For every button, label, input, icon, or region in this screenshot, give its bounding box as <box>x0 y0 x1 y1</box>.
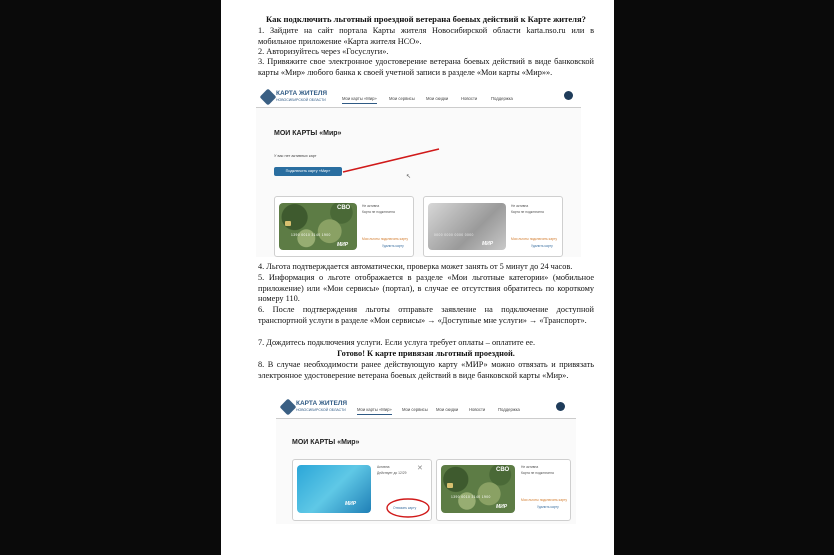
close-icon[interactable]: ✕ <box>417 465 423 472</box>
card-2b-delete-link[interactable]: Удалить карту <box>537 505 559 509</box>
portal-screenshot-unlink-card <box>276 396 576 524</box>
logo-subtitle: НОВОСИБИРСКОЙ ОБЛАСТИ <box>276 98 326 102</box>
card-2-mir-logo: МИР <box>482 241 494 247</box>
card-2b-image[interactable] <box>441 465 515 513</box>
nav-my-services-2[interactable]: Мои сервисы <box>402 407 428 412</box>
card-2b-number: 1390 0010 3140 1900 <box>451 495 491 499</box>
step-2-text: 2. Авторизуйтесь через «Госуслуги». <box>258 47 389 56</box>
step-4-text: 4. Льгота подтверждается автоматически, проверка может занять от 5 минут до 24 часов. <box>258 262 573 271</box>
active-card-image[interactable] <box>297 465 371 513</box>
card-2b-brand: СВО <box>496 467 510 473</box>
document-page <box>221 0 614 555</box>
step-3-text: 3. Привяжите свое электронное удостоверение ветерана боевых действий в виде банковской карты «Мир» любого банка к своей учетной записи в разделе «Мои карты «Мир»». <box>258 57 594 77</box>
logo-icon-2 <box>280 399 297 416</box>
card-1-status: Не активна <box>362 204 380 208</box>
card-1-box <box>274 196 414 257</box>
logo-subtitle-2: НОВОСИБИРСКОЙ ОБЛАСТИ <box>296 408 346 412</box>
card-1-image[interactable] <box>279 203 357 250</box>
card-2-image[interactable] <box>428 203 506 250</box>
nav-my-cards-2[interactable]: Мои карты «Мир» <box>357 407 392 415</box>
active-card-note: Действует до 12/29 <box>377 471 407 475</box>
card-1-mir-logo: МИР <box>337 242 349 248</box>
nav-support-2[interactable]: Поддержка <box>498 407 520 412</box>
card-2b-mir-logo: МИР <box>496 504 508 510</box>
connect-card-button[interactable]: Подключить карту «Мир» <box>274 167 342 176</box>
portal-navbar-2 <box>276 396 576 419</box>
card-2-number: 0000 0000 0000 0000 <box>434 233 474 237</box>
nav-my-cards[interactable]: Мои карты «Мир» <box>342 96 377 104</box>
step-5-text: 5. Информация о льготе отображается в разделе «Мои льготные категории» (мобильное приложение) или «Мои сервисы» (портал), в случае ее отсутствия обратитесь по короткому номеру 110. <box>258 273 594 303</box>
nav-my-services[interactable]: Мои сервисы <box>389 96 415 101</box>
nav-my-discounts[interactable]: Мои скидки <box>426 96 449 101</box>
page-heading: МОИ КАРТЫ «Мир» <box>274 130 342 137</box>
active-card-box <box>292 459 432 521</box>
step-8-text: 8. В случае необходимости ранее действующую карту «МИР» можно отвязать и привязать электронное удостоверение ветерана боевых действий в виде банковской карты «Мир». <box>258 360 594 380</box>
card-2b-benefits-link[interactable]: Мои льготы подключить карту <box>521 498 567 502</box>
card-2-delete-link[interactable]: Удалить карту <box>531 244 553 248</box>
active-card-mir-logo: МИР <box>345 501 357 507</box>
step-7-text: 7. Дождитесь подключения услуги. Если услуга требует оплаты – оплатите ее. <box>258 338 536 347</box>
card-2b-status: Не активна <box>521 465 539 469</box>
page-heading-2: МОИ КАРТЫ «Мир» <box>292 439 360 446</box>
unlink-card-link[interactable]: Отвязать карту <box>393 506 417 510</box>
step-6-text: 6. После подтверждения льготы отправьте заявление на подключение доступной транспортной услуги в разделе «Мои сервисы» → «Доступные мне услуги» → «Транспорт». <box>258 305 594 325</box>
card-1-note: Карта не подключена <box>362 210 395 214</box>
card-2-benefits-link[interactable]: Мои льготы подключить карту <box>511 237 557 241</box>
done-text: Готово! К карте привязан льготный проездной. <box>337 349 515 358</box>
document-title: Как подключить льготный проездной ветерана боевых действий к Карте жителя? <box>266 14 586 24</box>
nav-my-discounts-2[interactable]: Мои скидки <box>436 407 459 412</box>
chip-icon-2 <box>447 483 453 488</box>
chip-icon <box>285 221 291 226</box>
card-2b-note: Карта не подключена <box>521 471 554 475</box>
nav-news-2[interactable]: Новости <box>469 407 486 412</box>
card-2b-box <box>436 459 571 521</box>
nav-support[interactable]: Поддержка <box>491 96 513 101</box>
red-circle-annotation <box>385 497 431 519</box>
step-1-text: 1. Зайдите на сайт портала Карты жителя Новосибирской области karta.nso.ru или в мобильное приложение «Карта жителя НСО». <box>258 26 594 46</box>
card-2-status: Не активна <box>511 204 529 208</box>
cursor-icon: ↖ <box>406 174 412 180</box>
logo-title: КАРТА ЖИТЕЛЯ <box>276 90 328 97</box>
card-2-box <box>423 196 563 257</box>
card-1-delete-link[interactable]: Удалить карту <box>382 244 404 248</box>
logo-title-2: КАРТА ЖИТЕЛЯ <box>296 400 348 407</box>
card-1-number: 1390 0010 3140 1900 <box>291 233 331 237</box>
nav-news[interactable]: Новости <box>461 96 478 101</box>
card-2-note: Карта не подключена <box>511 210 544 214</box>
portal-screenshot-my-cards-empty <box>256 87 581 257</box>
card-1-brand: СВО <box>337 205 351 211</box>
active-card-status: Активна <box>377 465 390 469</box>
no-cards-text: У вас нет активных карт <box>274 154 317 158</box>
avatar-2[interactable] <box>556 402 565 411</box>
card-1-benefits-link[interactable]: Мои льготы подключить карту <box>362 237 408 241</box>
